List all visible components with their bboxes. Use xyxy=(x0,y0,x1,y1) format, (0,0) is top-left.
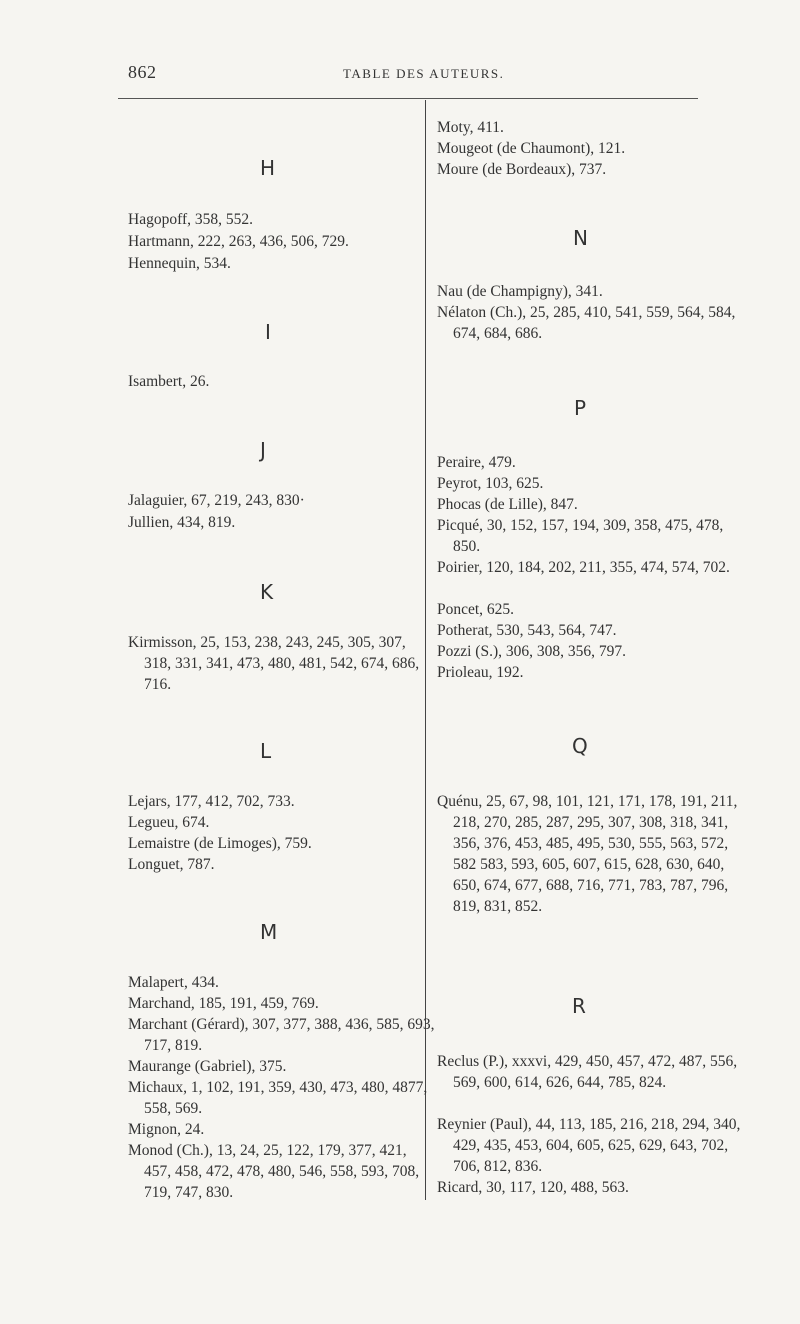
index-entry: Reclus (P.), xxxvi, 429, 450, 457, 472, 487, 556, 569, 600, 614, 626, 644, 785, 824. xyxy=(437,1053,738,1091)
index-entry: Quénu, 25, 67, 98, 101, 121, 171, 178, 191, 211, 218, 270, 285, 287, 295, 307, 308, 318, 341, 356, 376, 453, 485, 495, 530, 555, 563, 572, 582 583, 593, 605, 607, 615, 628, 630, 640, 650, 674, 677, 688, 716, 771, 783, 787, 796, 819, 831, 852. xyxy=(437,793,738,915)
index-entry: Mougeot (de Chaumont), 121. xyxy=(437,140,626,157)
index-entry: Prioleau, 192. xyxy=(437,664,524,681)
index-entry: Nau (de Champigny), 341. xyxy=(437,283,603,300)
section-letter-j: J xyxy=(260,438,266,462)
index-entry: Hennequin, 534. xyxy=(128,255,231,272)
index-entry: Hartmann, 222, 263, 436, 506, 729. xyxy=(128,233,349,250)
section-letter-h: H xyxy=(260,156,276,180)
index-entry: Jalaguier, 67, 219, 243, 830· xyxy=(128,492,305,509)
index-entry: Monod (Ch.), 13, 24, 25, 122, 179, 377, 421, 457, 458, 472, 478, 480, 546, 558, 593, 708, 719, 747, 830. xyxy=(128,1142,420,1201)
section-letter-l: L xyxy=(260,739,272,763)
index-entry: Hagopoff, 358, 552. xyxy=(128,211,253,228)
index-entry: Longuet, 787. xyxy=(128,856,215,873)
index-entry: Isambert, 26. xyxy=(128,373,210,390)
index-entry: Picqué, 30, 152, 157, 194, 309, 358, 475, 478, 850. xyxy=(437,517,724,555)
index-entry: Maurange (Gabriel), 375. xyxy=(128,1058,287,1075)
index-entry: Michaux, 1, 102, 191, 359, 430, 473, 480, 4877, 558, 569. xyxy=(128,1079,428,1117)
section-letter-m: M xyxy=(260,920,278,944)
index-entry: Jullien, 434, 819. xyxy=(128,514,236,531)
index-entry: Phocas (de Lille), 847. xyxy=(437,496,578,513)
index-entry: Moty, 411. xyxy=(437,119,504,136)
section-letter-i: I xyxy=(265,320,271,344)
index-entry: Reynier (Paul), 44, 113, 185, 216, 218, 294, 340, 429, 435, 453, 604, 605, 625, 629, 643, 702, 706, 812, 836. xyxy=(437,1116,741,1175)
section-letter-r: R xyxy=(572,994,586,1018)
index-entry: Mignon, 24. xyxy=(128,1121,205,1138)
index-entry: Poncet, 625. xyxy=(437,601,515,618)
index-entry: Malapert, 434. xyxy=(128,974,219,991)
index-entry: Kirmisson, 25, 153, 238, 243, 245, 305, 307, 318, 331, 341, 473, 480, 481, 542, 674, 686, 716. xyxy=(128,634,420,693)
page-number: 862 xyxy=(128,62,157,82)
header-rule xyxy=(118,98,698,99)
section-letter-k: K xyxy=(260,580,274,604)
index-entry: Lemaistre (de Limoges), 759. xyxy=(128,835,312,852)
section-letter-n: N xyxy=(573,226,588,250)
index-entry: Lejars, 177, 412, 702, 733. xyxy=(128,793,295,810)
index-entry: Moure (de Bordeaux), 737. xyxy=(437,161,607,178)
index-entry: Potherat, 530, 543, 564, 747. xyxy=(437,622,617,639)
index-entry: Peraire, 479. xyxy=(437,454,516,471)
index-entry: Legueu, 674. xyxy=(128,814,210,831)
section-letter-p: P xyxy=(574,396,587,420)
index-entry: Marchant (Gérard), 307, 377, 388, 436, 585, 693, 717, 819. xyxy=(128,1016,435,1054)
index-entry: Marchand, 185, 191, 459, 769. xyxy=(128,995,319,1012)
index-entry: Pozzi (S.), 306, 308, 356, 797. xyxy=(437,643,627,660)
index-entry: Ricard, 30, 117, 120, 488, 563. xyxy=(437,1179,629,1196)
index-entry: Peyrot, 103, 625. xyxy=(437,475,544,492)
index-entry: Nélaton (Ch.), 25, 285, 410, 541, 559, 564, 584, 674, 684, 686. xyxy=(437,304,736,342)
running-title: TABLE DES AUTEURS. xyxy=(343,66,505,81)
index-entry: Poirier, 120, 184, 202, 211, 355, 474, 574, 702. xyxy=(437,559,730,576)
section-letter-q: Q xyxy=(572,734,588,758)
